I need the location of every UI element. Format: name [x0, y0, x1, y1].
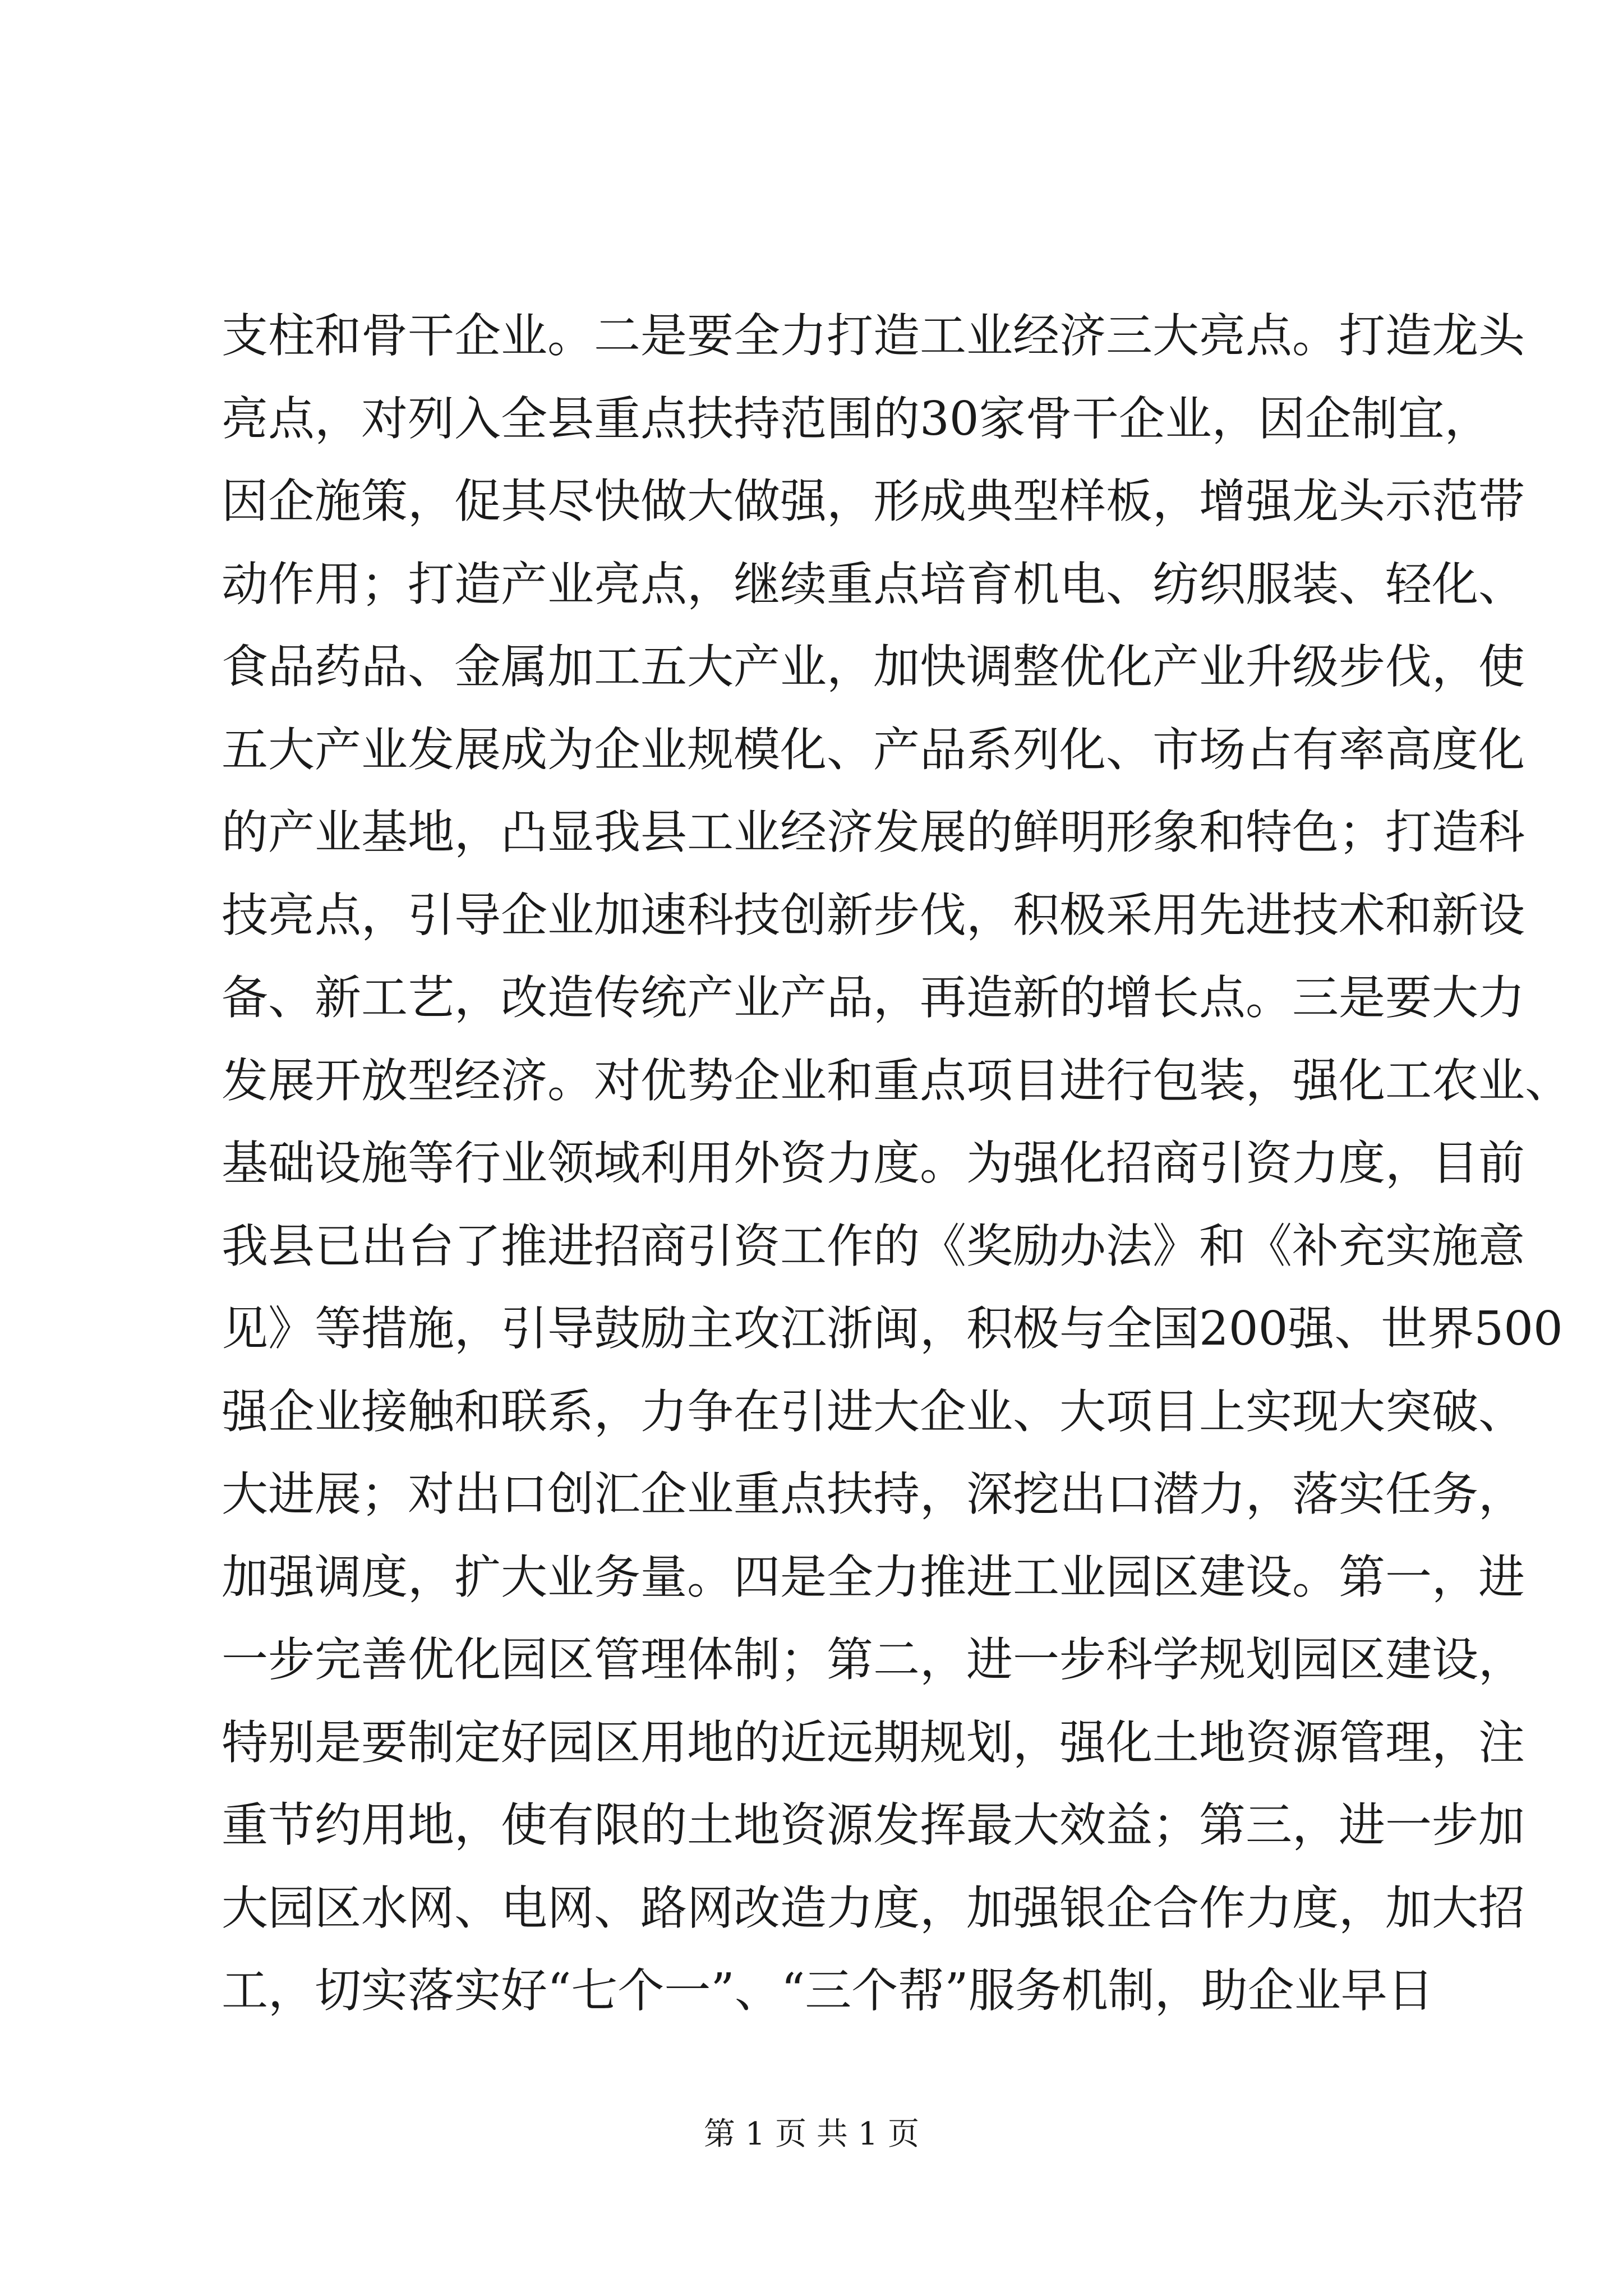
text-line: 的产业基地，凸显我县工业经济发展的鲜明形象和特色；打造科 [222, 805, 1525, 859]
text-line: 亮点，对列入全县重点扶持范围的30家骨干企业，因企制宜， [222, 391, 1491, 446]
text-line: 备、新工艺，改造传统产业产品，再造新的增长点。三是要大力 [222, 970, 1525, 1025]
text-line: 支柱和骨干企业。二是要全力打造工业经济三大亮点。打造龙头 [222, 309, 1525, 363]
text-line: 工，切实落实好“七个一”、“三个帮”服务机制，助企业早日 [222, 1963, 1434, 2018]
text-line: 因企施策，促其尽快做大做强，形成典型样板，增强龙头示范带 [222, 474, 1525, 528]
text-line: 基础设施等行业领域利用外资力度。为强化招商引资力度，目前 [222, 1136, 1525, 1190]
text-line: 一步完善优化园区管理体制；第二，进一步科学规划园区建设， [222, 1632, 1525, 1687]
text-line: 我县已出台了推进招商引资工作的《奖励办法》和《补充实施意 [222, 1218, 1525, 1273]
text-line: 特别是要制定好园区用地的近远期规划，强化土地资源管理，注 [222, 1715, 1525, 1770]
text-line: 重节约用地，使有限的土地资源发挥最大效益；第三，进一步加 [222, 1798, 1525, 1852]
text-line: 大进展；对出口创汇企业重点扶持，深挖出口潜力，落实任务， [222, 1467, 1525, 1521]
text-line: 加强调度，扩大业务量。四是全力推进工业园区建设。第一，进 [222, 1549, 1525, 1604]
text-line: 大园区水网、电网、路网改造力度，加强银企合作力度，加大招 [222, 1880, 1525, 1935]
text-line: 发展开放型经济。对优势企业和重点项目进行包装，强化工农业、 [222, 1053, 1571, 1108]
text-line: 动作用；打造产业亮点，继续重点培育机电、纺织服装、轻化、 [222, 556, 1525, 611]
text-line: 强企业接触和联系，力争在引进大企业、大项目上实现大突破、 [222, 1384, 1525, 1439]
text-line: 食品药品、金属加工五大产业，加快调整优化产业升级步伐，使 [222, 639, 1525, 694]
text-line: 见》等措施，引导鼓励主攻江浙闽，积极与全国200强、世界500 [222, 1301, 1563, 1356]
page-footer: 第 1 页 共 1 页 [703, 2116, 920, 2152]
body-text [222, 295, 1571, 2032]
text-line: 技亮点，引导企业加速科技创新步伐，积极采用先进技术和新设 [222, 887, 1525, 942]
text-line: 五大产业发展成为企业规模化、产品系列化、市场占有率高度化 [222, 722, 1525, 777]
